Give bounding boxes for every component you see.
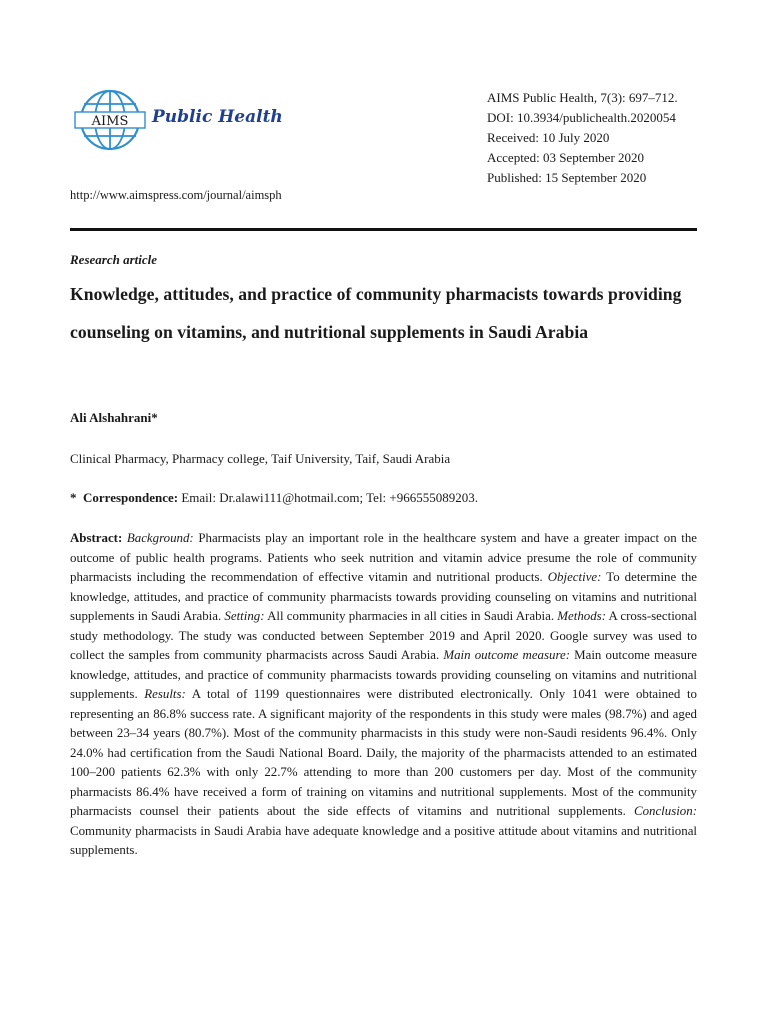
methods-text: A cross-sectional study methodology. The study was conducted between September 2019 and April 2020. Google survey was used to collect the samples from community pharmacists across Saudi Arabia.	[70, 609, 697, 662]
conclusion-text: Community pharmacists in Saudi Arabia have adequate knowledge and a positive attitude about vitamins and nutritional supplements.	[70, 823, 697, 857]
citation: AIMS Public Health, 7(3): 697–712.	[487, 90, 678, 105]
correspondence	[70, 490, 478, 506]
results-text: A total of 1199 questionnaires were distributed electronically. Only 1041 were obtained to representing an 86.8% success rate. A significant majority of the respondents in this study were males (98.7%) and aged between 23–34 years (80.7%). Most of the community pharmacists in this study were non-Saudi residents 96.4%. Only 24.0% had certification from the Saudi National Board. Daily, the majority of the pharmacists attended to an estimated 100–200 patients 62.3% with only 22.7% attending to more than 200 customers per day. Most of the community pharmacists 86.4% have received a form of training on vitamins and nutritional supplements. Most of the community pharmacists counsel their patients about the side effects of vitamins and nutritional supplements.	[70, 687, 697, 818]
abstract-label: Abstract:	[70, 531, 123, 545]
author: Ali Alshahrani*	[70, 410, 158, 425]
setting-label: Setting:	[224, 609, 265, 623]
journal-logo	[74, 88, 283, 152]
accepted-date: Accepted: 03 September 2020	[487, 150, 645, 165]
doi: DOI: 10.3934/publichealth.2020054	[487, 110, 676, 125]
globe-logo-icon	[74, 88, 146, 152]
outcome-label: Main outcome measure:	[443, 648, 571, 662]
results-label: Results:	[144, 687, 186, 701]
setting-text: All community pharmacies in all cities in Saudi Arabia.	[267, 609, 555, 623]
background-text: Pharmacists play an important role in the healthcare system and have a greater impact on the outcome of public health programs. Patients who seek nutrition and vitamin advice presume the role of community pharmacists including the recommendation of effective vitamin and nutritional products.	[70, 531, 698, 584]
journal-brand: Public Health	[152, 107, 283, 127]
published-date: Published: 15 September 2020	[487, 170, 647, 185]
affiliation: Clinical Pharmacy, Pharmacy college, Taif University, Taif, Saudi Arabia	[70, 451, 451, 466]
received-date: Received: 10 July 2020	[487, 130, 610, 145]
correspondence-star: *	[70, 490, 77, 505]
objective-text: To determine the knowledge, attitudes, and practice of community pharmacists towards providing counseling on vitamins and nutritional supplements in Saudi Arabia.	[70, 570, 697, 623]
journal-url[interactable]: http://www.aimspress.com/journal/aimsph	[70, 188, 282, 202]
article-title: Knowledge, attitudes, and practice of community pharmacists towards providing counseling on vitamins, and nutritional supplements in Saudi Arabia	[70, 284, 682, 342]
objective-label: Objective:	[547, 570, 602, 584]
conclusion-label: Conclusion:	[633, 804, 697, 818]
header-rule	[70, 228, 697, 231]
logo-text: AIMS	[91, 114, 129, 129]
article-meta	[487, 88, 678, 188]
abstract	[70, 529, 697, 861]
outcome-text: Main outcome measure knowledge, attitudes, and practice of community pharmacists towards providing counseling on vitamins and nutritional supplements.	[70, 648, 697, 701]
methods-label: Methods:	[557, 609, 606, 623]
correspondence-text[interactable]: Email: Dr.alawi111@hotmail.com; Tel: +966555089203.	[181, 490, 478, 505]
background-label: Background:	[126, 531, 194, 545]
article-type: Research article	[70, 252, 158, 267]
correspondence-label: Correspondence:	[83, 490, 179, 505]
